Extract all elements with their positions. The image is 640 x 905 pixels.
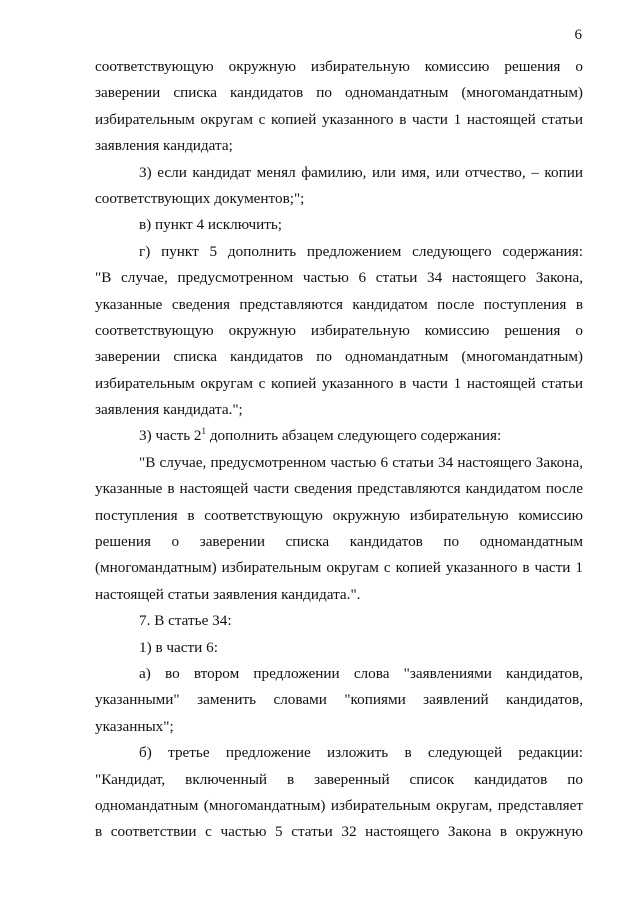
text-line: б) третье предложение изложить в следующей редакции:: [139, 744, 583, 762]
text-line: а) во втором предложении слова "заявлениями кандидатов,: [139, 664, 583, 682]
page-number: 6: [574, 27, 582, 43]
superscript: 1: [201, 426, 207, 437]
text-line: "В случае, предусмотренном частью 6 статьи 34 настоящего Закона,: [139, 453, 583, 471]
text-line: настоящей статьи заявления кандидата.".: [95, 585, 361, 603]
text-line: заявления кандидата;: [95, 137, 233, 155]
text-line: (многомандатным) избирательным округам с копией указанного в части 1: [95, 559, 583, 577]
text-fragment: 3) часть 2: [139, 427, 202, 445]
text-line: заверении списка кандидатов по одномандатным (многомандатным): [95, 84, 583, 102]
text-line: указанные сведения представляются кандидатом после поступления в: [95, 295, 583, 313]
text-line: решения о заверении списка кандидатов по одномандатным: [95, 533, 583, 551]
text-line: соответствующую окружную избирательную комиссию решения о: [95, 321, 583, 339]
text-line: соответствующую окружную избирательную комиссию решения о: [95, 58, 583, 75]
text-line: избирательным округам с копией указанного в части 1 настоящей статьи: [95, 374, 583, 392]
text-line: указанными" заменить словами "копиями заявлений кандидатов,: [95, 691, 583, 709]
text-fragment: дополнить абзацем следующего содержания:: [206, 427, 502, 445]
text-line: одномандатным (многомандатным) избирательным округам, представляет: [95, 796, 583, 814]
text-line: в) пункт 4 исключить;: [139, 216, 283, 234]
text-line: 7. В статье 34:: [139, 612, 232, 630]
text-line: указанных";: [95, 717, 174, 735]
text-line: избирательным округам с копией указанного в части 1 настоящей статьи: [95, 110, 583, 128]
text-line: поступления в соответствующую окружную избирательную комиссию: [95, 506, 583, 524]
text-line: "В случае, предусмотренном частью 6 статьи 34 настоящего Закона,: [95, 269, 583, 287]
text-line: заверении списка кандидатов по одномандатным (многомандатным): [95, 348, 583, 366]
text-line: заявления кандидата.";: [95, 401, 243, 419]
text-line: 3) если кандидат менял фамилию, или имя, или отчество, – копии: [139, 163, 583, 181]
text-line: 1) в части 6:: [139, 638, 218, 656]
text-line: указанные в настоящей части сведения представляются кандидатом после: [95, 480, 583, 498]
text-line: соответствующих документов;";: [95, 189, 305, 207]
text-line: г) пункт 5 дополнить предложением следующего содержания:: [139, 242, 583, 260]
text-line: "Кандидат, включенный в заверенный список кандидатов по: [95, 770, 583, 788]
text-line: [95, 423, 583, 449]
document-body: [95, 54, 583, 846]
text-line: в соответствии с частью 5 статьи 32 настоящего Закона в окружную: [95, 823, 583, 841]
